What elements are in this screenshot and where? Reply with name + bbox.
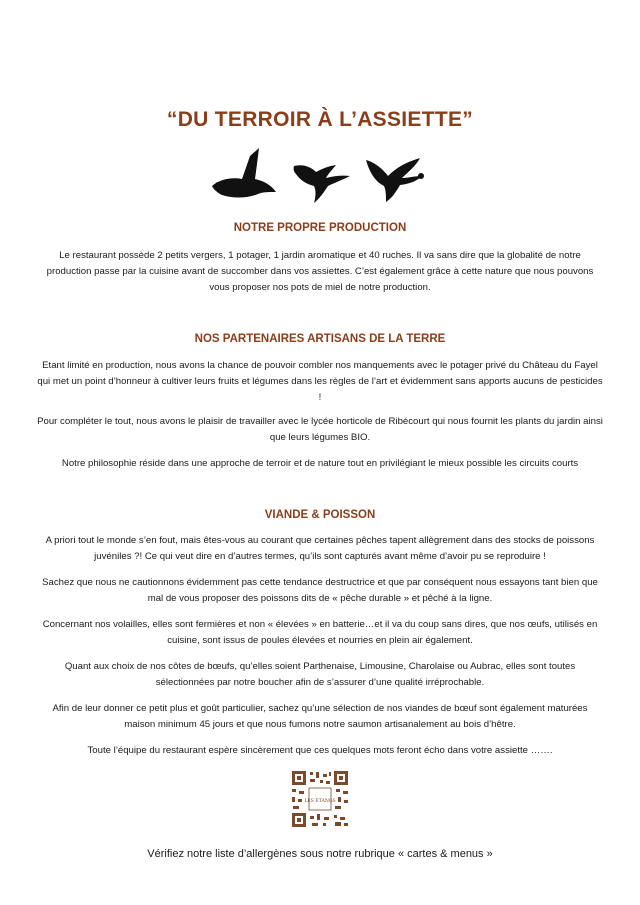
flying-duck-icon [366,158,424,202]
section-title-partners: NOS PARTENAIRES ARTISANS DE LA TERRE [194,333,446,345]
paragraph: Quant aux choix de nos côtes de bœufs, qu’elles soient Parthenaise, Limousine, Charolaise ou Aubrac, elles sont toutes sélectionnées par notre boucher afin de s’assurer d’une qualité irréprochable. [64,661,576,688]
ducks-illustration [210,146,432,210]
paragraph: Pour compléter le tout, nous avons le plaisir de travailler avec le lycée horticole de Ribécourt qui nous fournit les plants du jardin ainsi que leurs légumes BIO. [37,416,603,443]
paragraph: A priori tout le monde s’en fout, mais êtes-vous au courant que certaines pêches tapent allègrement dans des stocks de poissons juvéniles ?! Ce qui veut dire en d’autres termes, qu’ils sont capturés avant même d’avoir pu se reproduire ! [45,535,595,562]
paragraph: Concernant nos volailles, elles sont fermières et non « élevées » en batterie…et il va du coup sans dires, que nos œufs, utilisés en cuisine, sont issus de poules élevées et nourries en plein air également. [42,619,598,646]
qr-code-icon[interactable] [290,769,350,829]
paragraph: Notre philosophie réside dans une approche de terroir et de nature tout en privilégiant le mieux possible les circuits courts [61,458,579,469]
section-title-meat-fish: VIANDE & POISSON [264,509,376,521]
paragraph: Etant limité en production, nous avons la chance de pouvoir combler nos manquements avec le potager privé du Château du Fayel qui met un point d’honneur à cultiver leurs fruits et légumes dans les règles de l’art et évidemment sans apports aucuns de pesticides ! [37,360,603,403]
paragraph: Toute l’équipe du restaurant espère sincèrement que ces quelques mots feront écho dans votre assiette ……. [87,745,553,756]
qr-logo-caption: LES ÉTANGS [304,799,336,804]
paragraph: Afin de leur donner ce petit plus et goût particulier, sachez qu’une sélection de nos viandes de bœuf sont également maturées maison minimum 45 jours et que nous fumons notre saumon artisanalement au bois d’hêtre. [52,703,588,730]
flying-duck-icon [212,148,276,198]
flying-duck-icon [294,165,350,203]
page-title: “DU TERROIR À L’ASSIETTE” [166,108,474,131]
paragraph: Sachez que nous ne cautionnons évidemment pas cette tendance destructrice et que par conséquent nous essayons tant bien que mal de vous proposer des poissons dits de « pêche durable » et pêché à la ligne. [42,577,598,604]
paragraph: Le restaurant possède 2 petits vergers, 1 potager, 1 jardin aromatique et 40 ruches. Il va sans dire que la globalité de notre production passe par la cuisine avant de succomber dans vos assiettes. C’est également grâce à cette nature que nous pouvons vous proposer nos pots de miel de notre production. [46,250,594,293]
allergen-notice: Vérifiez notre liste d’allergènes sous notre rubrique « cartes & menus » [147,848,493,860]
section-title-production: NOTRE PROPRE PRODUCTION [233,222,407,234]
